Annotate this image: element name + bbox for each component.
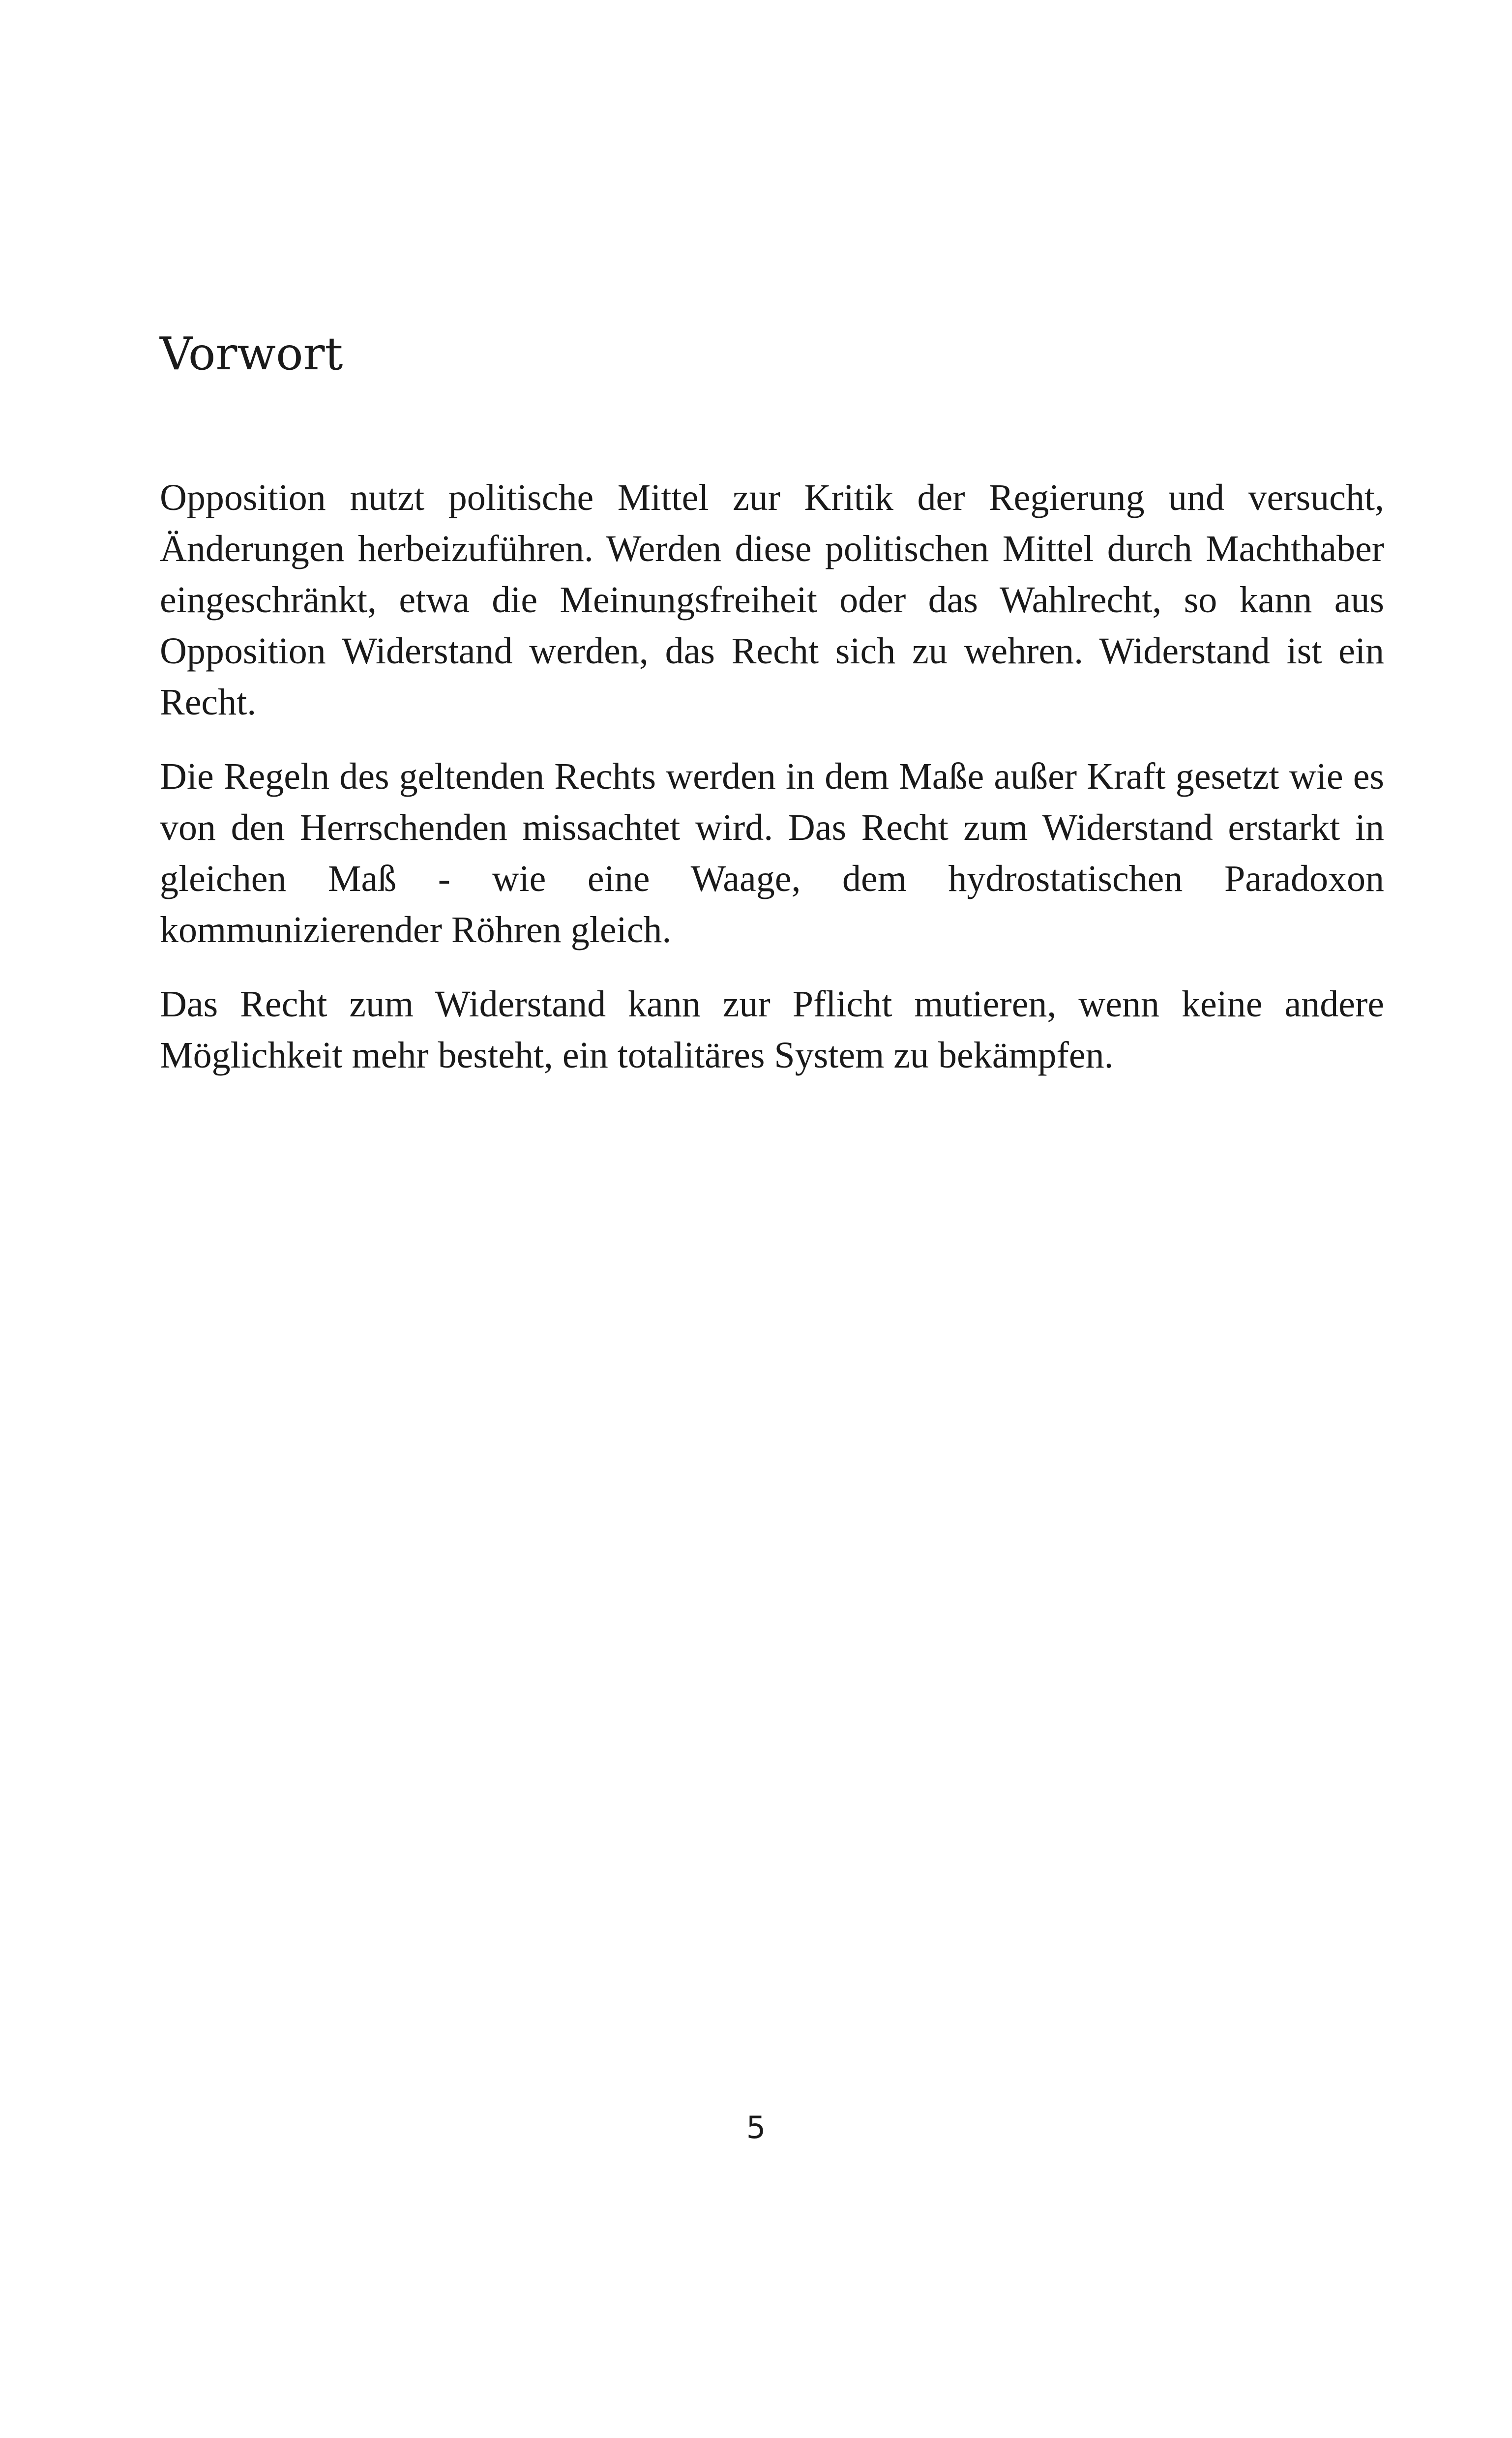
page-number: 5 bbox=[746, 2110, 766, 2145]
page-title: Vorwort bbox=[160, 327, 343, 380]
paragraph-1: Opposition nutzt politische Mittel zur Kritik der Regierung und versucht, Änderungen herbeizuführen. Werden diese politischen Mittel durch Machthaber eingeschränkt, etwa die Meinungsfreiheit oder das Wahlrecht, so kann aus Opposition Widerstand werden, das Recht sich zu wehren. Widerstand ist ein Recht. bbox=[160, 477, 1384, 723]
paragraph-3: Das Recht zum Widerstand kann zur Pflicht mutieren, wenn keine andere Möglichkeit mehr besteht, ein totalitäres System zu bekämpfen. bbox=[160, 983, 1384, 1076]
body-text bbox=[160, 472, 1384, 1104]
paragraph-2: Die Regeln des geltenden Rechts werden in dem Maße außer Kraft gesetzt wie es von den Herrschenden missachtet wird. Das Recht zum Widerstand erstarkt in gleichen Maß - wie eine Waage, dem hydrostatischen Paradoxon kommunizierender Röhren gleich. bbox=[160, 756, 1384, 951]
